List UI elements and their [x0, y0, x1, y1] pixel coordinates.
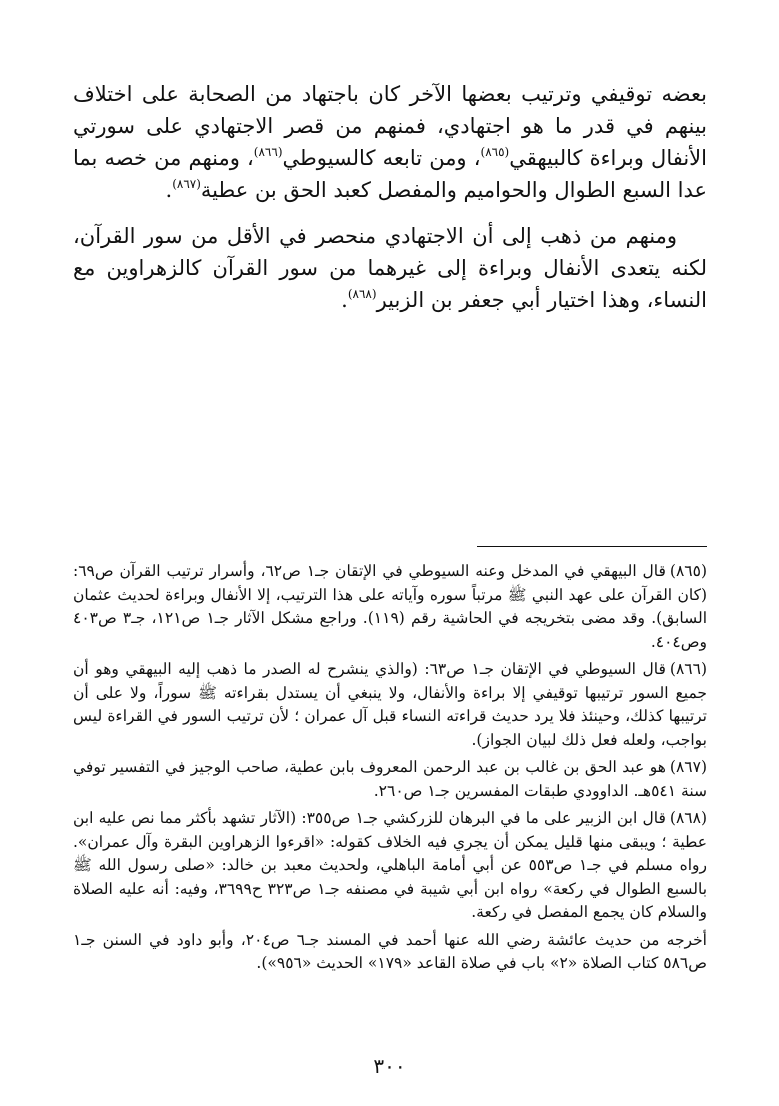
body-text: ومنهم من ذهب إلى أن الاجتهادي منحصر في الأقل من سور القرآن، لكنه يتعدى الأنفال وبراءة إلى غيرهما من سور القرآن كالزهراوين مع النساء، وهذا اختيار أبي جعفر بن الزبير: [73, 224, 707, 312]
footnote-text: قال البيهقي في المدخل وعنه السيوطي في الإتقان جـ١ ص٦٢، وأسرار ترتيب القرآن ص٦٩: (كان القرآن على عهد النبي ﷺ مرتباً سوره وآياته على هذا الترتيب، إلا الأنفال وبراءة لحديث عثمان السابق). وقد مضى بتخريجه في الحاشية رقم (١١٩). وراجع مشكل الآثار جـ١ ص١٢١، جـ٣ ص٤٠٣ وص٤٠٤.: [73, 562, 707, 651]
footnote-separator: [477, 546, 707, 547]
body-text: .: [165, 178, 173, 202]
footnote-ref-867: (٨٦٧): [172, 177, 201, 191]
footnote-text: قال ابن الزبير على ما في البرهان للزركشي جـ١ ص٣٥٥: (الآثار تشهد بأكثر مما نص عليه ابن عطية ؛ ويبقى منها قليل يمكن أن يجري فيه الخلاف كقوله: «اقرءوا الزهراوين البقرة وآل عمران». رواه مسلم في جـ١ ص٥٥٣ عن أبي أمامة الباهلي، ولحديث معبد بن خالد: «صلى رسول الله ﷺ بالسبع الطوال في ركعة» رواه ابن أبي شيبة في مصنفه جـ١ ص٣٢٣ ح٣٦٩٩، وفيه: أنه عليه الصلاة والسلام كان يجمع المفصل في ركعة.: [73, 809, 708, 921]
footnote-868-continuation: أخرجه من حديث عائشة رضي الله عنها أحمد في المسند جـ٦ ص٢٠٤، وأبو داود في السنن جـ١ ص٥٨٦ كتاب الصلاة «٢» باب في صلاة القاعد «١٧٩» الحديث «٩٥٦»).: [73, 930, 707, 972]
footnote-866: [73, 658, 707, 752]
footnote-865: [73, 560, 707, 654]
body-paragraph-2: [73, 220, 707, 316]
body-text: .: [341, 288, 348, 312]
footnote-number: (٨٦٥): [669, 562, 708, 580]
body-text: ، ومن تابعه كالسيوطي: [282, 146, 481, 170]
body-paragraph-1: [73, 78, 707, 206]
footnotes: [73, 560, 707, 980]
footnote-number: (٨٦٨): [669, 809, 708, 827]
footnote-868: [73, 807, 707, 925]
footnote-number: (٨٦٦): [669, 660, 707, 678]
footnote-ref-868: (٨٦٨): [347, 287, 377, 301]
page-number: ٣٠٠: [373, 1054, 406, 1078]
footnote-number: (٨٦٧): [669, 758, 707, 776]
footnote-867: [73, 756, 707, 803]
footnote-ref-866: (٨٦٦): [253, 145, 283, 159]
body-text: ، ومنهم من خصه بما عدا السبع الطوال والحواميم والمفصل كعبد الحق بن عطية: [73, 146, 707, 202]
footnote-ref-865: (٨٦٥): [480, 145, 510, 159]
footnote-text: هو عبد الحق بن غالب بن عبد الرحمن المعروف بابن عطية، صاحب الوجيز في التفسير توفي سنة ٥٤١هـ. الداوودي طبقات المفسرين جـ١ ص٢٦٠.: [73, 758, 707, 800]
main-text: [73, 78, 707, 330]
footnote-text: قال السيوطي في الإتقان جـ١ ص٦٣: (والذي ينشرح له الصدر ما ذهب إليه البيهقي وهو أن جميع السور ترتيبها توقيفي إلا براءة والأنفال، ولا ينبغي أن يستدل بقراءته ﷺ سوراً، ولا على أن ترتيبها كذلك، وحينئذ فلا يرد حديث قراءته النساء قبل آل عمران ؛ لأن ترتيب السور في القراءة ليس بواجب، ولعله فعل ذلك لبيان الجواز).: [73, 660, 707, 749]
body-text: بعضه توقيفي وترتيب بعضها الآخر كان باجتهاد من الصحابة على اختلاف بينهم في قدر ما هو اجتهادي، فمنهم من قصر الاجتهادي على سورتي الأنفال وبراءة كالبيهقي: [73, 82, 707, 170]
